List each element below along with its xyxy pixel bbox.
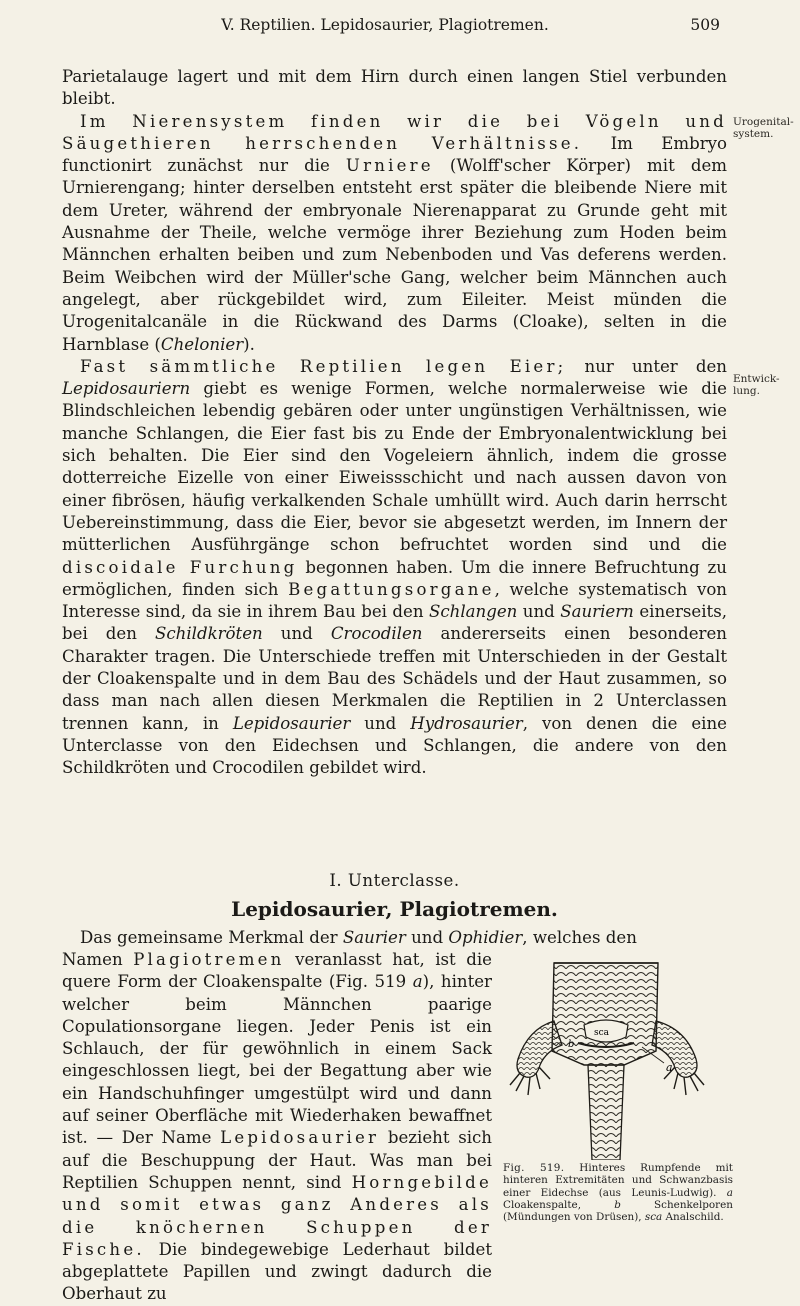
italic-term: a <box>726 1186 733 1199</box>
italic-term: Schildkröten <box>154 624 263 644</box>
italic-term: Ophidier <box>448 928 523 947</box>
italic-term: Lepidosauriern <box>62 379 191 399</box>
italic-term: Schlangen <box>428 602 518 622</box>
italic-term: sca <box>644 1211 663 1224</box>
paragraph-2 <box>62 111 727 356</box>
text-run: Das gemeinsame Merkmal der <box>80 928 343 947</box>
text-run: und <box>350 713 411 733</box>
paragraph-1: Parietalauge lagert und mit dem Hirn durch einen langen Stiel verbunden bleibt. <box>62 67 727 109</box>
italic-term: Lepidosaurier <box>232 713 351 733</box>
text-run: Cloakenspalte, <box>503 1198 615 1211</box>
italic-term: Saurier <box>342 928 406 947</box>
text-run: , von denen die eine Unterclasse von den Eidechsen und Schlangen, die andere von den Schildkröten und Crocodilen gebildet wird. <box>62 713 728 778</box>
italic-term: Chelonier <box>160 334 244 354</box>
text-run: und <box>517 602 561 622</box>
text-run: ), hinter welcher beim Männchen paarige Copulationsorgane liegen. Jeder Penis ist ein Schlauch, der für gewöhnlich in einem Sack eingeschlossen liegt, bei der Begattung aber wie ein Handschuhfinger umgestülpt wird und dann auf seiner Oberfläche mit Wiederhaken bewaffnet ist. — Der Name <box>62 972 492 1148</box>
text-run: begonnen haben. Um die innere Befruchtung zu ermöglichen, finden sich <box>62 557 727 599</box>
text-run: bezieht sich auf die Beschuppung der Haut. Was man bei Reptilien Schuppen nennt, sind <box>62 1128 492 1192</box>
text-run: einerseits, bei den <box>62 602 727 644</box>
text-run: Schenkelporen (Mündungen von Drüsen), <box>503 1198 733 1224</box>
margin-note-urogenital: Urogenital-system. <box>733 116 794 140</box>
italic-term: b <box>614 1198 621 1211</box>
caption-label: Fig. 519. <box>503 1162 565 1174</box>
text-run: Analschild. <box>662 1211 724 1224</box>
spaced-phrase: Im Nierensystem finden wir die bei Vögeln und Säugethieren herrschenden Verhältnisse. <box>62 111 727 153</box>
section-title: Lepidosaurier, Plagiotremen. <box>231 897 558 921</box>
text-run: , welches den <box>522 928 637 947</box>
text-run: , welche systematisch von Interesse sind, da sie in ihrem Bau bei den <box>62 579 727 622</box>
tail-base <box>588 1065 624 1160</box>
lizard-illustration <box>506 955 731 1160</box>
margin-note-entwicklung: Entwick-lung. <box>733 373 780 397</box>
text-run: ). <box>243 334 255 354</box>
spaced-term: discoidale Furchung <box>62 557 298 577</box>
spaced-term: Lepidosaurier <box>220 1128 380 1148</box>
text-run: Namen <box>62 950 134 969</box>
spaced-phrase: Horngebilde und somit etwas ganz Anderes als die knöchernen Schuppen der Fische. <box>62 1172 492 1259</box>
label-b: b <box>568 1039 575 1050</box>
text-run: und <box>262 624 331 644</box>
section-number: I. Unterclasse. <box>329 871 460 890</box>
text-run: Im Embryo functionirt zunächst nur die <box>62 133 727 176</box>
paragraph-4 <box>62 949 492 1306</box>
spaced-term: Urniere <box>345 156 434 176</box>
lizard-figure <box>506 955 731 1160</box>
italic-term: Hydrosaurier <box>410 713 523 733</box>
running-header <box>60 16 720 34</box>
spaced-term: Plagiotremen <box>133 950 285 969</box>
running-title: V. Reptilien. Lepidosaurier, Plagiotremen. <box>221 16 549 34</box>
figure-caption <box>503 1162 733 1223</box>
text-run: veranlasst hat, ist die quere Form der Cloakenspalte (Fig. 519 <box>62 950 492 992</box>
text-run: nur unter den <box>566 356 727 376</box>
text-run: Die bindegewebige Lederhaut bildet abgeplattete Papillen und zwingt dadurch die Oberhaut zu <box>62 1239 492 1304</box>
spaced-term: Begattungsorgane <box>288 579 495 599</box>
spaced-phrase: Fast sämmtliche Reptilien legen Eier; <box>80 356 567 376</box>
text-run: (Wolff'scher Körper) mit dem Urnierengang; hinter derselben entsteht erst später die bleibende Niere mit dem Ureter, während der embryonale Nierenapparat zu Grunde geht mit Ausnahme der Theile, welche vermöge ihrer Beziehung zum Hoden beim Männchen erhalten beiben und zum Nebenboden und Vas deferens werden. Beim Weibchen wird der Müller'sche Gang, welcher beim Männchen auch angelegt, aber rückgebildet wird, zum Eileiter. Meist münden die Urogenitalcanäle in die Rückwand des Darms (Cloake), selten in die Harnblase ( <box>62 156 727 354</box>
body-text <box>62 66 727 780</box>
paragraph-3 <box>62 356 727 780</box>
page-number: 509 <box>690 16 720 34</box>
right-hind-limb <box>652 1021 697 1077</box>
label-sca: sca <box>594 1028 610 1038</box>
lower-paragraph-first-line <box>62 927 727 949</box>
italic-term: Crocodilen <box>330 624 423 644</box>
text-run: giebt es wenige Formen, welche normalerweise wie die Blindschleichen lebendig gebären oder unter ungünstigen Verhältnissen, wie manche Schlangen, die Eier fast bis zu Ende der Embryonalentwicklung bei sich behalten. Die Eier sind den Vogeleiern ähnlich, indem die grosse dotterreiche Eizelle von einer Eiweissschicht und nach aussen davon von einer fibrösen, häufig verkalkenden Schale umhüllt wird. Auch darin herrscht Uebereinstimmung, dass die Eier, bevor sie abgesetzt werden, im Innern der mütterlichen Ausführgänge schon befruchtet worden sind und die <box>62 379 727 555</box>
label-a: a <box>666 1061 673 1074</box>
text-run: Hinteres Rumpfende mit hinteren Extremitäten und Schwanzbasis einer Eidechse (aus Leunis-Ludwig). <box>503 1162 733 1199</box>
lower-paragraph <box>62 949 492 1306</box>
italic-term: a <box>412 972 423 992</box>
italic-term: Sauriern <box>560 602 634 622</box>
text-run: und <box>405 928 449 947</box>
text-run: andererseits einen besonderen Charakter tragen. Die Unterschiede treffen mit Unterschieden in der Gestalt der Cloakenspalte und in dem Bau des Schädels und der Haut zusammen, so dass man nach allen diesen Merkmalen die Reptilien in 2 Unterclassen trennen kann, in <box>62 624 727 733</box>
